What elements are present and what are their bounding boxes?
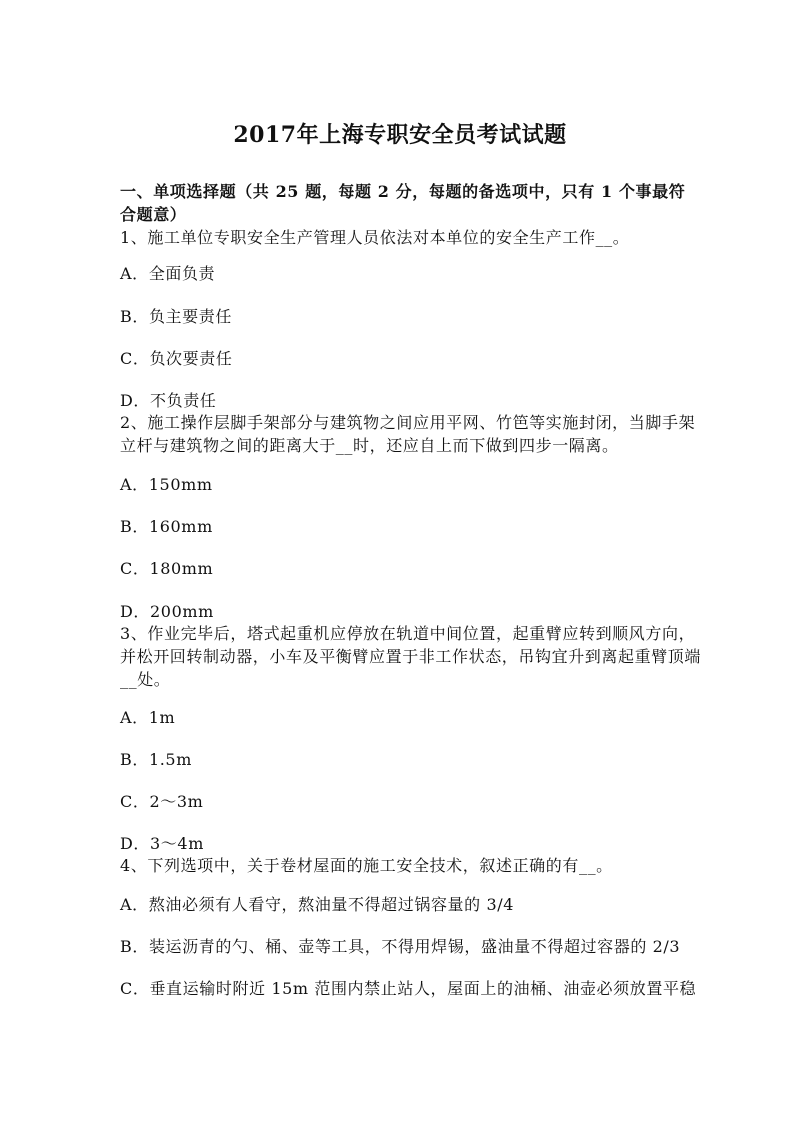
question-3-stem: __处。 (120, 670, 171, 689)
question-2-option-b: B．160mm (120, 517, 213, 536)
question-3-stem: 并松开回转制动器，小车及平衡臂应置于非工作状态，吊钩宜升到离起重臂顶端 (120, 647, 702, 666)
question-1-stem: 1、施工单位专职安全生产管理人员依法对本单位的安全生产工作__。 (120, 228, 630, 247)
question-4-option-a: A．熬油必须有人看守，熬油量不得超过锅容量的 3/4 (120, 895, 514, 914)
question-2-option-d: D．200mm (120, 602, 214, 621)
section-heading: 一、单项选择题（共 25 题，每题 2 分，每题的备选项中，只有 1 个事最符 (120, 182, 686, 201)
question-1-option-c: C．负次要责任 (120, 349, 233, 368)
question-3-option-a: A．1m (120, 708, 176, 727)
question-2-option-a: A．150mm (120, 475, 213, 494)
question-3-option-c: C．2～3m (120, 792, 204, 811)
question-4-stem: 4、下列选项中，关于卷材屋面的施工安全技术，叙述正确的有__。 (120, 856, 613, 875)
question-4-option-c: C．垂直运输时附近 15m 范围内禁止站人，屋面上的油桶、油壶必须放置平稳 (120, 979, 697, 998)
question-2-option-c: C．180mm (120, 559, 214, 578)
question-3-stem: 3、作业完毕后，塔式起重机应停放在轨道中间位置，起重臂应转到顺风方向， (120, 624, 696, 643)
question-1-option-b: B．负主要责任 (120, 307, 232, 326)
question-4-option-b: B．装运沥青的勺、桶、壶等工具，不得用焊锡，盛油量不得超过容器的 2/3 (120, 937, 681, 956)
question-2-stem: 立杆与建筑物之间的距离大于__时，还应自上而下做到四步一隔离。 (120, 436, 619, 455)
document-title: 2017年上海专职安全员考试试题 (233, 122, 567, 148)
question-1-option-d: D．不负责任 (120, 391, 217, 410)
question-1-option-a: A．全面负责 (120, 264, 216, 283)
question-3-option-b: B．1.5m (120, 750, 192, 769)
section-heading-continued: 合题意） (120, 205, 187, 224)
question-2-stem: 2、施工操作层脚手架部分与建筑物之间应用平网、竹笆等实施封闭，当脚手架 (120, 413, 696, 432)
question-3-option-d: D．3～4m (120, 834, 204, 853)
